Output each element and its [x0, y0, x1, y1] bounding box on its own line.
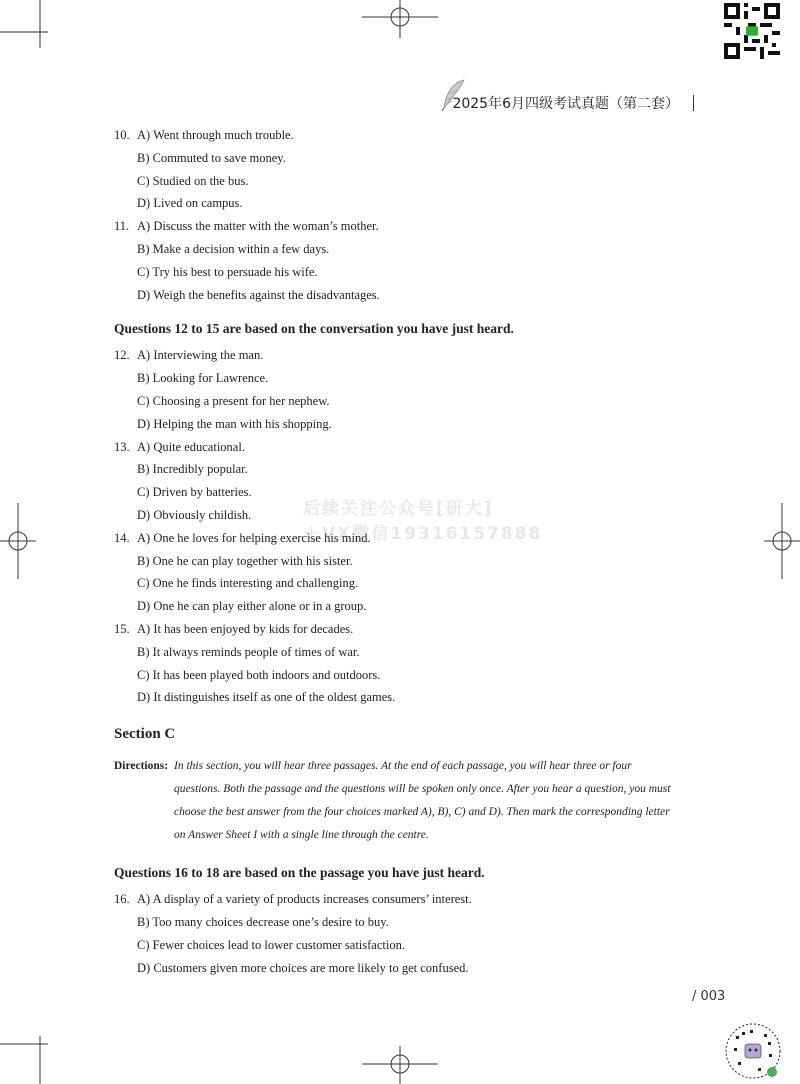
question-16-option-b: B) Too many choices decrease one’s desire to buy. [137, 915, 389, 930]
watermark-line: ＋VX微信19316157888 [303, 524, 543, 544]
page-header-title: 2025年6月四级考试真题（第二套） [452, 96, 679, 112]
header-divider [693, 95, 694, 111]
question-12-option-a: 12. A) Interviewing the man. [114, 344, 698, 367]
question-14-option-c: C) One he finds interesting and challenging. [137, 576, 359, 591]
question-11-option-d: D) Weigh the benefits against the disadvantages. [137, 287, 380, 302]
question-number: 15. [114, 621, 130, 636]
directions-line: choose the best answer from the four choices marked A), B), C) and D). Then mark the corresponding letter [174, 805, 670, 818]
question-number: 16. [114, 892, 130, 907]
question-16-option-d: D) Customers given more choices are more likely to get confused. [137, 960, 469, 975]
directions-line: questions. Both the passage and the questions will be spoken only once. After you hear a question, you must [174, 782, 671, 795]
directions-text [174, 755, 698, 846]
directions-line: In this section, you will hear three passages. At the end of each passage, you will hear three or four [174, 760, 632, 773]
directions-label: Directions: [114, 760, 169, 773]
question-14-option-b: B) One he can play together with his sister. [137, 553, 353, 568]
question-11-option-a: 11. A) Discuss the matter with the woman’s mother. [114, 215, 698, 238]
watermark [303, 497, 542, 547]
directions-line: on Answer Sheet I with a single line through the centre. [174, 828, 429, 841]
qr-code-icon [724, 1022, 782, 1080]
question-16-option-a: 16. A) A display of a variety of products increases consumers’ interest. [114, 888, 698, 911]
question-number: 14. [114, 530, 130, 545]
question-10-option-b: B) Commuted to save money. [137, 150, 286, 165]
question-number: 13. [114, 439, 130, 454]
qr-code-icon [724, 3, 780, 59]
page-number: / 003 [692, 989, 726, 1004]
question-group-c [114, 888, 698, 979]
question-12-option-d: D) Helping the man with his shopping. [137, 416, 332, 431]
section-c-directions [114, 755, 698, 846]
question-11-option-c: C) Try his best to persuade his wife. [137, 264, 318, 279]
question-number: 10. [114, 128, 130, 142]
question-15-option-d: D) It distinguishes itself as one of the oldest games. [137, 690, 396, 705]
exam-content [114, 124, 698, 980]
question-15-option-c: C) It has been played both indoors and outdoors. [137, 667, 381, 682]
question-12-option-b: B) Looking for Lawrence. [137, 371, 269, 386]
section-c-title: Section C [114, 726, 176, 743]
question-13-option-a: 13. A) Quite educational. [114, 436, 698, 459]
question-10-option-d: D) Lived on campus. [137, 196, 243, 211]
question-15-option-a: 15. A) It has been enjoyed by kids for decades. [114, 618, 698, 641]
question-14-option-a: 14. A) One he loves for helping exercise his mind. [114, 527, 698, 550]
question-13-option-b: B) Incredibly popular. [137, 462, 248, 477]
heading-questions-12-15: Questions 12 to 15 are based on the conversation you have just heard. [114, 321, 514, 337]
question-12-option-c: C) Choosing a present for her nephew. [137, 393, 330, 408]
question-group-a [114, 124, 698, 306]
question-15-option-b: B) It always reminds people of times of war. [137, 644, 360, 659]
heading-questions-16-18: Questions 16 to 18 are based on the passage you have just heard. [114, 865, 485, 881]
question-14-option-d: D) One he can play either alone or in a group. [137, 599, 367, 614]
question-11-option-b: B) Make a decision within a few days. [137, 241, 330, 256]
question-13-option-d: D) Obviously childish. [137, 507, 252, 522]
watermark-line: 后续关注公众号[研大] [303, 499, 494, 519]
question-10-option-a: 10. A) Went through much trouble. [114, 124, 698, 147]
page-header [452, 93, 694, 113]
question-13-option-c: C) Driven by batteries. [137, 485, 252, 500]
question-10-option-c: C) Studied on the bus. [137, 173, 249, 188]
question-number: 11. [114, 219, 130, 234]
question-number: 12. [114, 348, 130, 363]
question-16-option-c: C) Fewer choices lead to lower customer satisfaction. [137, 937, 405, 952]
